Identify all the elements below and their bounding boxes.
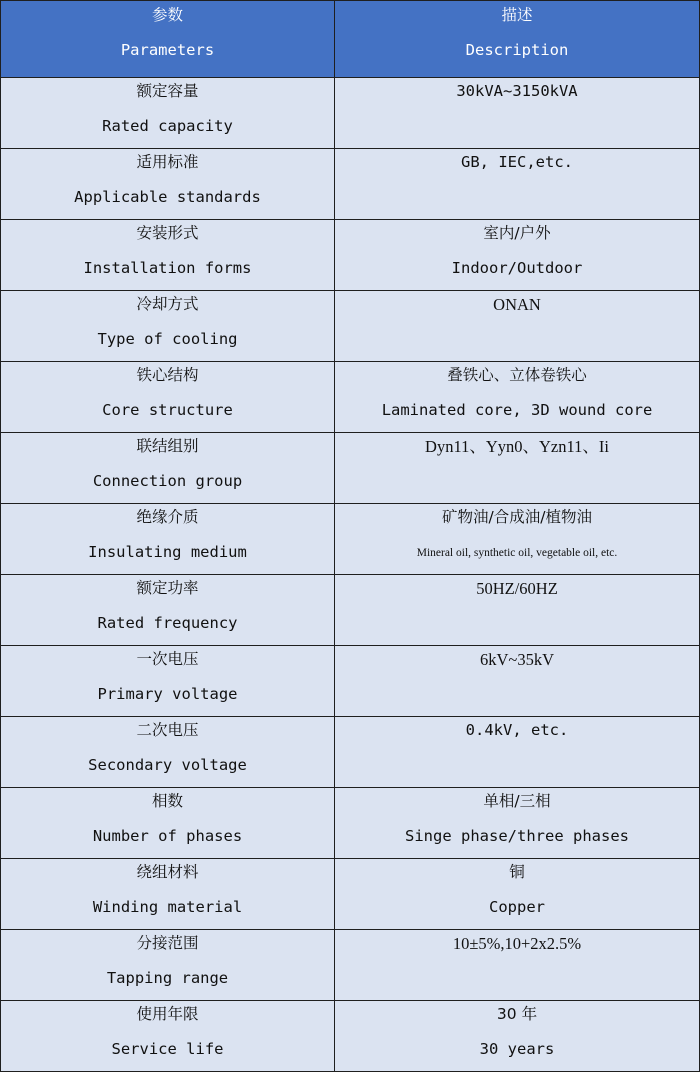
param-name-en: Core structure <box>102 401 233 419</box>
header-description-zh: 描述 <box>501 6 533 24</box>
param-cell <box>1 504 335 575</box>
param-name-en: Rated frequency <box>97 614 238 632</box>
desc-line-1: 30 年 <box>496 1005 538 1023</box>
desc-cell <box>335 575 700 646</box>
desc-line-2 <box>335 468 699 503</box>
param-name-en: Installation forms <box>83 259 252 277</box>
param-name-zh: 使用年限 <box>136 1005 199 1023</box>
header-description-en: Description <box>465 41 569 59</box>
desc-cell <box>335 859 700 930</box>
param-cell <box>1 78 335 149</box>
desc-line-2 <box>335 113 699 148</box>
desc-line-2: Indoor/Outdoor <box>451 259 583 277</box>
header-parameters <box>1 1 335 78</box>
param-cell <box>1 149 335 220</box>
table-row <box>1 78 700 149</box>
desc-cell <box>335 291 700 362</box>
param-cell <box>1 859 335 930</box>
desc-cell <box>335 149 700 220</box>
table-row <box>1 433 700 504</box>
desc-cell <box>335 717 700 788</box>
table-row <box>1 362 700 433</box>
param-name-zh: 二次电压 <box>136 721 199 739</box>
param-name-zh: 冷却方式 <box>136 295 199 313</box>
table-row <box>1 220 700 291</box>
desc-line-1: 0.4kV, etc. <box>465 721 569 739</box>
param-cell <box>1 575 335 646</box>
param-name-en: Applicable standards <box>74 188 261 206</box>
desc-line-1: 室内/户外 <box>483 224 551 242</box>
param-name-zh: 绝缘介质 <box>136 508 199 526</box>
desc-cell <box>335 504 700 575</box>
desc-line-2: Copper <box>489 898 545 916</box>
desc-line-1: GB, IEC,etc. <box>461 153 573 171</box>
param-name-en: Number of phases <box>92 827 243 845</box>
desc-line-1: 6kV~35kV <box>479 650 554 669</box>
param-name-zh: 分接范围 <box>136 934 199 952</box>
desc-line-1: 叠铁心、立体卷铁心 <box>447 366 587 384</box>
param-name-en: Service life <box>111 1040 224 1058</box>
param-name-zh: 一次电压 <box>136 650 199 668</box>
desc-line-2: Laminated core, 3D wound core <box>381 401 653 419</box>
param-name-en: Primary voltage <box>97 685 238 703</box>
table-row <box>1 504 700 575</box>
param-name-en: Type of cooling <box>97 330 238 348</box>
header-parameters-zh: 参数 <box>151 6 183 24</box>
desc-cell <box>335 78 700 149</box>
param-cell <box>1 220 335 291</box>
desc-cell <box>335 930 700 1001</box>
desc-line-2: 30 years <box>479 1040 555 1058</box>
desc-line-2: Mineral oil, synthetic oil, vegetable oil, etc. <box>416 547 618 559</box>
param-name-zh: 适用标准 <box>136 153 199 171</box>
param-name-en: Winding material <box>92 898 243 916</box>
param-cell <box>1 1001 335 1072</box>
desc-line-1: Dyn11、Yyn0、Yzn11、Ii <box>425 437 609 456</box>
table-row <box>1 1001 700 1072</box>
param-cell <box>1 291 335 362</box>
desc-cell <box>335 1001 700 1072</box>
param-name-zh: 额定功率 <box>136 579 199 597</box>
desc-line-1: 10±5%,10+2x2.5% <box>452 934 582 953</box>
desc-cell <box>335 362 700 433</box>
table-row <box>1 717 700 788</box>
desc-cell <box>335 788 700 859</box>
desc-line-1: 50HZ/60HZ <box>476 579 558 598</box>
param-cell <box>1 930 335 1001</box>
desc-line-1: 铜 <box>509 863 525 881</box>
desc-line-1: 矿物油/合成油/植物油 <box>442 508 592 526</box>
param-cell <box>1 717 335 788</box>
header-parameters-en: Parameters <box>120 41 215 59</box>
param-name-en: Secondary voltage <box>88 756 247 774</box>
param-name-zh: 安装形式 <box>136 224 199 242</box>
param-cell <box>1 646 335 717</box>
desc-line-2 <box>335 752 699 787</box>
desc-line-1: 单相/三相 <box>483 792 551 810</box>
desc-line-2: Singe phase/three phases <box>405 827 629 845</box>
desc-line-2 <box>335 681 699 716</box>
table-row <box>1 788 700 859</box>
param-name-zh: 相数 <box>151 792 183 810</box>
table-row <box>1 575 700 646</box>
desc-line-2 <box>335 184 699 219</box>
desc-line-2 <box>335 610 699 645</box>
table-row <box>1 859 700 930</box>
header-description <box>335 1 700 78</box>
param-name-zh: 联结组别 <box>136 437 199 455</box>
desc-line-2 <box>335 965 699 1000</box>
table-row <box>1 930 700 1001</box>
desc-line-2 <box>335 326 699 361</box>
param-name-zh: 额定容量 <box>136 82 199 100</box>
param-name-en: Tapping range <box>106 969 229 987</box>
table-row <box>1 149 700 220</box>
desc-cell <box>335 433 700 504</box>
param-name-zh: 铁心结构 <box>136 366 199 384</box>
param-cell <box>1 788 335 859</box>
desc-line-1: ONAN <box>493 295 541 314</box>
table-row <box>1 291 700 362</box>
param-name-zh: 绕组材料 <box>136 863 199 881</box>
desc-cell <box>335 220 700 291</box>
param-cell <box>1 362 335 433</box>
param-name-en: Rated capacity <box>102 117 233 135</box>
desc-cell <box>335 646 700 717</box>
param-cell <box>1 433 335 504</box>
desc-line-1: 30kVA~3150kVA <box>456 82 578 100</box>
table-header-row <box>1 1 700 78</box>
param-name-en: Connection group <box>92 472 243 490</box>
table-row <box>1 646 700 717</box>
param-name-en: Insulating medium <box>88 543 247 561</box>
